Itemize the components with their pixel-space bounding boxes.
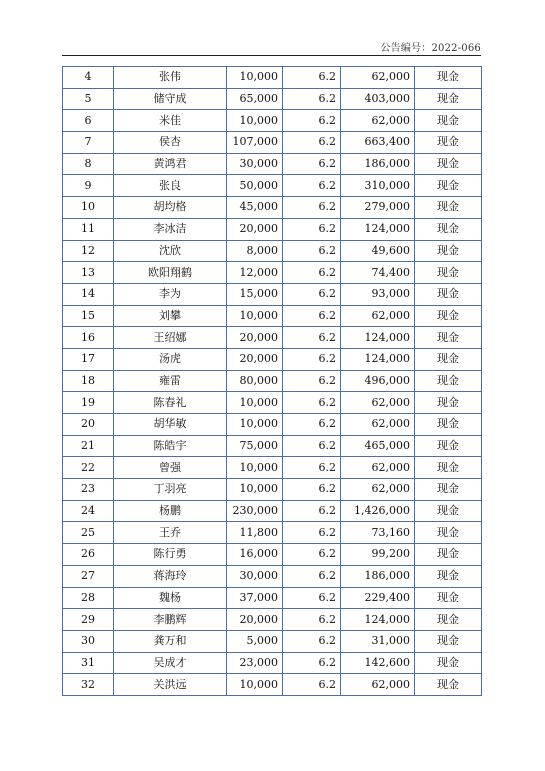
payment-method-cell: 现金 — [415, 414, 482, 436]
payment-method-cell: 现金 — [415, 522, 482, 544]
payment-method-cell: 现金 — [415, 153, 482, 175]
issue-price-cell: 6.2 — [283, 609, 341, 631]
subscription-amount-cell: 403,000 — [341, 88, 415, 110]
subscriber-name-cell: 曾强 — [114, 457, 227, 479]
subscriber-name-cell: 储守成 — [114, 88, 227, 110]
table-row — [63, 88, 482, 110]
issue-price-cell: 6.2 — [283, 587, 341, 609]
subscription-amount-cell: 62,000 — [341, 674, 415, 696]
subscribed-shares-cell: 50,000 — [227, 175, 283, 197]
table-row — [63, 565, 482, 587]
payment-method-cell: 现金 — [415, 175, 482, 197]
payment-method-cell: 现金 — [415, 67, 482, 89]
row-number-cell: 6 — [63, 110, 114, 132]
subscribed-shares-cell: 20,000 — [227, 609, 283, 631]
issue-price-cell: 6.2 — [283, 305, 341, 327]
subscription-amount-cell: 73,160 — [341, 522, 415, 544]
payment-method-cell: 现金 — [415, 283, 482, 305]
subscribed-shares-cell: 75,000 — [227, 435, 283, 457]
subscribed-shares-cell: 16,000 — [227, 544, 283, 566]
row-number-cell: 27 — [63, 565, 114, 587]
subscriber-name-cell: 刘攀 — [114, 305, 227, 327]
payment-method-cell: 现金 — [415, 262, 482, 284]
subscription-amount-cell: 310,000 — [341, 175, 415, 197]
subscribed-shares-cell: 5,000 — [227, 630, 283, 652]
announcement-code: 公告编号：2022-066 — [380, 43, 481, 54]
subscription-amount-cell: 62,000 — [341, 67, 415, 89]
subscriber-name-cell: 李为 — [114, 283, 227, 305]
table-row — [63, 197, 482, 219]
subscription-amount-cell: 62,000 — [341, 392, 415, 414]
issue-price-cell: 6.2 — [283, 522, 341, 544]
subscriber-name-cell: 李冰洁 — [114, 218, 227, 240]
subscriber-name-cell: 胡均格 — [114, 197, 227, 219]
table-row — [63, 175, 482, 197]
subscribed-shares-cell: 10,000 — [227, 479, 283, 501]
payment-method-cell: 现金 — [415, 197, 482, 219]
table-row — [63, 609, 482, 631]
table-row — [63, 67, 482, 89]
payment-method-cell: 现金 — [415, 544, 482, 566]
row-number-cell: 28 — [63, 587, 114, 609]
table-row — [63, 414, 482, 436]
issue-price-cell: 6.2 — [283, 132, 341, 154]
payment-method-cell: 现金 — [415, 392, 482, 414]
issue-price-cell: 6.2 — [283, 435, 341, 457]
row-number-cell: 25 — [63, 522, 114, 544]
subscribed-shares-cell: 8,000 — [227, 240, 283, 262]
subscription-amount-cell: 74,400 — [341, 262, 415, 284]
subscribed-shares-cell: 230,000 — [227, 500, 283, 522]
issue-price-cell: 6.2 — [283, 262, 341, 284]
subscribed-shares-cell: 10,000 — [227, 457, 283, 479]
subscription-amount-cell: 124,000 — [341, 609, 415, 631]
subscribed-shares-cell: 10,000 — [227, 674, 283, 696]
subscriber-name-cell: 李鹏辉 — [114, 609, 227, 631]
table-row — [63, 110, 482, 132]
row-number-cell: 22 — [63, 457, 114, 479]
issue-price-cell: 6.2 — [283, 544, 341, 566]
subscription-amount-cell: 124,000 — [341, 327, 415, 349]
issue-price-cell: 6.2 — [283, 110, 341, 132]
row-number-cell: 31 — [63, 652, 114, 674]
issue-price-cell: 6.2 — [283, 175, 341, 197]
subscriber-name-cell: 丁羽亮 — [114, 479, 227, 501]
payment-method-cell: 现金 — [415, 457, 482, 479]
subscribed-shares-cell: 45,000 — [227, 197, 283, 219]
issue-price-cell: 6.2 — [283, 414, 341, 436]
subscribed-shares-cell: 10,000 — [227, 305, 283, 327]
table-row — [63, 218, 482, 240]
subscribed-shares-cell: 10,000 — [227, 414, 283, 436]
table-row — [63, 544, 482, 566]
issue-price-cell: 6.2 — [283, 479, 341, 501]
issue-price-cell: 6.2 — [283, 153, 341, 175]
payment-method-cell: 现金 — [415, 348, 482, 370]
table-row — [63, 305, 482, 327]
payment-method-cell: 现金 — [415, 652, 482, 674]
payment-method-cell: 现金 — [415, 132, 482, 154]
subscriber-name-cell: 陈春礼 — [114, 392, 227, 414]
subscriber-name-cell: 关洪远 — [114, 674, 227, 696]
issue-price-cell: 6.2 — [283, 283, 341, 305]
payment-method-cell: 现金 — [415, 565, 482, 587]
row-number-cell: 9 — [63, 175, 114, 197]
subscribed-shares-cell: 30,000 — [227, 153, 283, 175]
subscription-amount-cell: 186,000 — [341, 153, 415, 175]
subscriber-name-cell: 沈欣 — [114, 240, 227, 262]
payment-method-cell: 现金 — [415, 435, 482, 457]
row-number-cell: 10 — [63, 197, 114, 219]
payment-method-cell: 现金 — [415, 88, 482, 110]
row-number-cell: 12 — [63, 240, 114, 262]
subscriber-name-cell: 雍雷 — [114, 370, 227, 392]
issue-price-cell: 6.2 — [283, 674, 341, 696]
payment-method-cell: 现金 — [415, 674, 482, 696]
subscriber-name-cell: 王绍娜 — [114, 327, 227, 349]
table-row — [63, 283, 482, 305]
row-number-cell: 32 — [63, 674, 114, 696]
subscription-amount-cell: 49,600 — [341, 240, 415, 262]
row-number-cell: 5 — [63, 88, 114, 110]
issue-price-cell: 6.2 — [283, 88, 341, 110]
subscriber-name-cell: 王乔 — [114, 522, 227, 544]
subscription-amount-cell: 62,000 — [341, 414, 415, 436]
subscriber-name-cell: 胡华敏 — [114, 414, 227, 436]
subscriber-name-cell: 张伟 — [114, 67, 227, 89]
subscription-amount-cell: 663,400 — [341, 132, 415, 154]
subscription-amount-cell: 229,400 — [341, 587, 415, 609]
row-number-cell: 18 — [63, 370, 114, 392]
row-number-cell: 16 — [63, 327, 114, 349]
subscribed-shares-cell: 80,000 — [227, 370, 283, 392]
subscription-amount-cell: 142,600 — [341, 652, 415, 674]
subscribed-shares-cell: 12,000 — [227, 262, 283, 284]
subscription-amount-cell: 62,000 — [341, 457, 415, 479]
table-row — [63, 435, 482, 457]
issue-price-cell: 6.2 — [283, 565, 341, 587]
subscription-amount-cell: 186,000 — [341, 565, 415, 587]
subscriber-name-cell: 蒋海玲 — [114, 565, 227, 587]
issue-price-cell: 6.2 — [283, 500, 341, 522]
issue-price-cell: 6.2 — [283, 630, 341, 652]
subscribed-shares-cell: 65,000 — [227, 88, 283, 110]
issue-price-cell: 6.2 — [283, 240, 341, 262]
subscriber-name-cell: 米佳 — [114, 110, 227, 132]
subscription-amount-cell: 279,000 — [341, 197, 415, 219]
subscribed-shares-cell: 107,000 — [227, 132, 283, 154]
subscriber-name-cell: 陈皓宇 — [114, 435, 227, 457]
issue-price-cell: 6.2 — [283, 392, 341, 414]
issue-price-cell: 6.2 — [283, 197, 341, 219]
table-row — [63, 348, 482, 370]
table-row — [63, 479, 482, 501]
table-row — [63, 132, 482, 154]
payment-method-cell: 现金 — [415, 305, 482, 327]
header-divider — [62, 55, 481, 56]
subscription-table — [62, 66, 482, 696]
row-number-cell: 23 — [63, 479, 114, 501]
payment-method-cell: 现金 — [415, 587, 482, 609]
row-number-cell: 26 — [63, 544, 114, 566]
payment-method-cell: 现金 — [415, 218, 482, 240]
subscribed-shares-cell: 20,000 — [227, 348, 283, 370]
row-number-cell: 19 — [63, 392, 114, 414]
subscribed-shares-cell: 30,000 — [227, 565, 283, 587]
subscription-amount-cell: 99,200 — [341, 544, 415, 566]
subscribed-shares-cell: 20,000 — [227, 218, 283, 240]
row-number-cell: 8 — [63, 153, 114, 175]
table-row — [63, 630, 482, 652]
payment-method-cell: 现金 — [415, 630, 482, 652]
issue-price-cell: 6.2 — [283, 348, 341, 370]
table-row — [63, 153, 482, 175]
row-number-cell: 14 — [63, 283, 114, 305]
subscriber-name-cell: 欧阳翔鹤 — [114, 262, 227, 284]
issue-price-cell: 6.2 — [283, 370, 341, 392]
table-row — [63, 500, 482, 522]
row-number-cell: 4 — [63, 67, 114, 89]
issue-price-cell: 6.2 — [283, 67, 341, 89]
row-number-cell: 13 — [63, 262, 114, 284]
row-number-cell: 30 — [63, 630, 114, 652]
subscribed-shares-cell: 10,000 — [227, 110, 283, 132]
subscribed-shares-cell: 11,800 — [227, 522, 283, 544]
table-row — [63, 587, 482, 609]
subscription-amount-cell: 124,000 — [341, 218, 415, 240]
subscription-amount-cell: 93,000 — [341, 283, 415, 305]
table-row — [63, 370, 482, 392]
subscribed-shares-cell: 37,000 — [227, 587, 283, 609]
row-number-cell: 7 — [63, 132, 114, 154]
subscription-amount-cell: 31,000 — [341, 630, 415, 652]
subscribed-shares-cell: 10,000 — [227, 392, 283, 414]
subscription-amount-cell: 62,000 — [341, 110, 415, 132]
table-row — [63, 522, 482, 544]
row-number-cell: 20 — [63, 414, 114, 436]
row-number-cell: 21 — [63, 435, 114, 457]
table-row — [63, 327, 482, 349]
subscription-amount-cell: 124,000 — [341, 348, 415, 370]
payment-method-cell: 现金 — [415, 500, 482, 522]
row-number-cell: 29 — [63, 609, 114, 631]
row-number-cell: 11 — [63, 218, 114, 240]
subscribed-shares-cell: 23,000 — [227, 652, 283, 674]
table-row — [63, 674, 482, 696]
row-number-cell: 24 — [63, 500, 114, 522]
subscription-amount-cell: 465,000 — [341, 435, 415, 457]
issue-price-cell: 6.2 — [283, 218, 341, 240]
payment-method-cell: 现金 — [415, 370, 482, 392]
table-body — [63, 67, 482, 696]
payment-method-cell: 现金 — [415, 240, 482, 262]
payment-method-cell: 现金 — [415, 609, 482, 631]
payment-method-cell: 现金 — [415, 110, 482, 132]
subscription-amount-cell: 62,000 — [341, 305, 415, 327]
issue-price-cell: 6.2 — [283, 457, 341, 479]
table-row — [63, 262, 482, 284]
subscriber-name-cell: 侯杏 — [114, 132, 227, 154]
table-row — [63, 652, 482, 674]
payment-method-cell: 现金 — [415, 327, 482, 349]
subscription-amount-cell: 496,000 — [341, 370, 415, 392]
subscriber-name-cell: 汤虎 — [114, 348, 227, 370]
payment-method-cell: 现金 — [415, 479, 482, 501]
row-number-cell: 17 — [63, 348, 114, 370]
subscriber-name-cell: 张良 — [114, 175, 227, 197]
subscriber-name-cell: 龚万和 — [114, 630, 227, 652]
subscription-amount-cell: 62,000 — [341, 479, 415, 501]
table-row — [63, 240, 482, 262]
issue-price-cell: 6.2 — [283, 327, 341, 349]
subscriber-name-cell: 魏杨 — [114, 587, 227, 609]
subscriber-name-cell: 杨鹏 — [114, 500, 227, 522]
subscriber-name-cell: 吴成才 — [114, 652, 227, 674]
subscription-amount-cell: 1,426,000 — [341, 500, 415, 522]
subscribed-shares-cell: 15,000 — [227, 283, 283, 305]
subscriber-name-cell: 黄鸿君 — [114, 153, 227, 175]
subscribed-shares-cell: 20,000 — [227, 327, 283, 349]
table-row — [63, 392, 482, 414]
row-number-cell: 15 — [63, 305, 114, 327]
subscriber-name-cell: 陈行勇 — [114, 544, 227, 566]
subscribed-shares-cell: 10,000 — [227, 67, 283, 89]
table-row — [63, 457, 482, 479]
issue-price-cell: 6.2 — [283, 652, 341, 674]
